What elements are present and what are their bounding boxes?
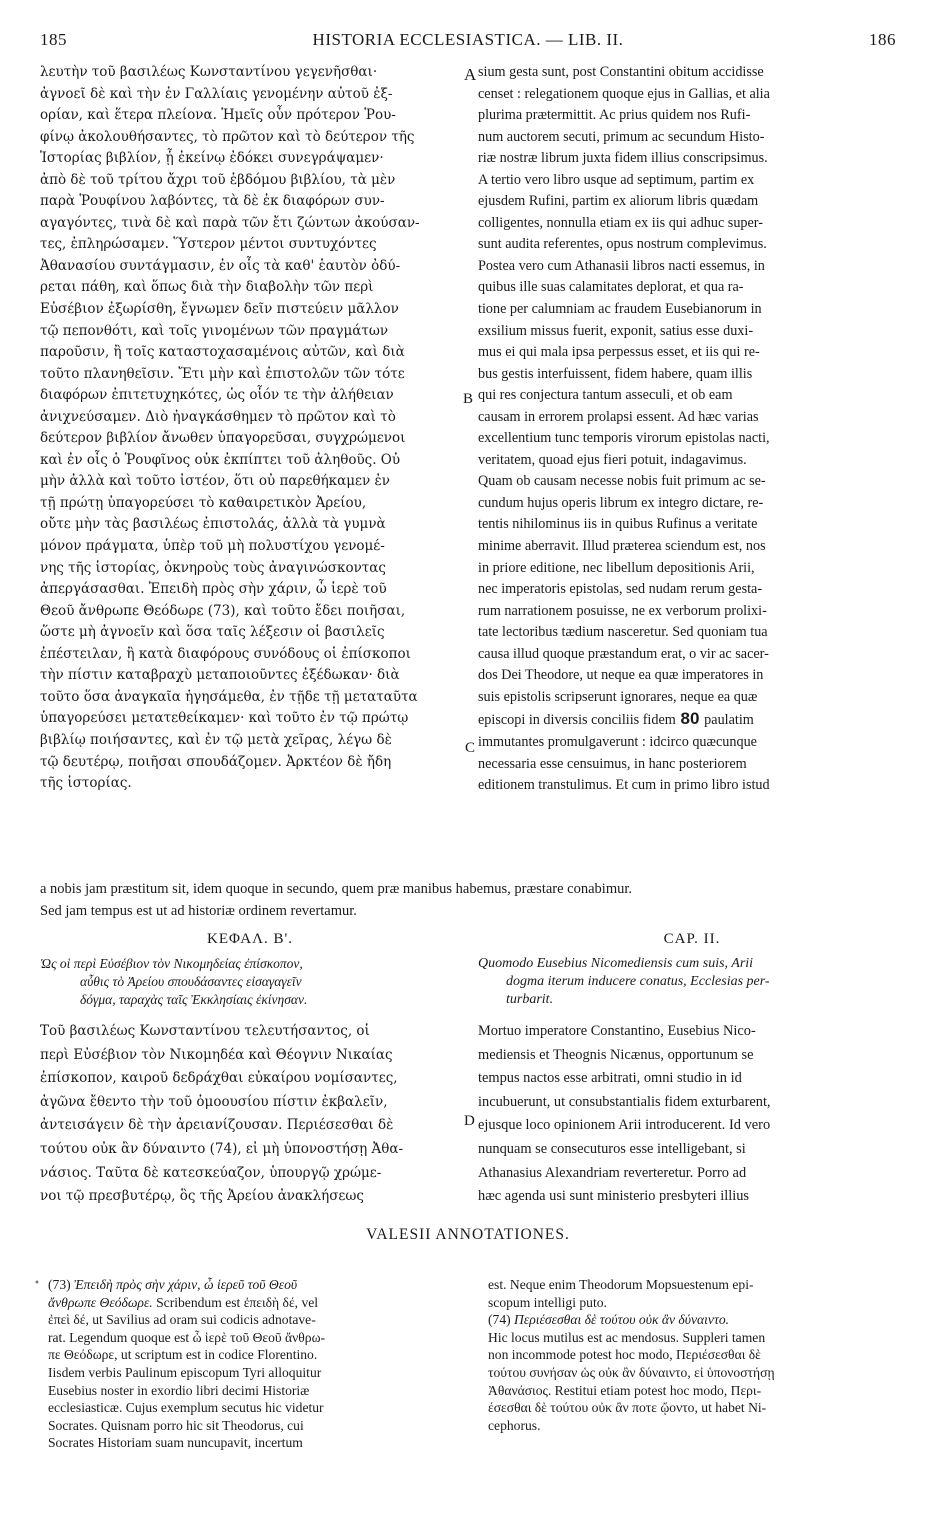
latin-text-line: bus gestis interfuissent, fidem habere, quam illis xyxy=(478,365,753,382)
greek-text-line: οὔτε μὴν τὰς βασιλέως ἐπιστολάς, ἀλλὰ τὰ γυμνὰ xyxy=(40,516,386,533)
annotation-lemma: Ἐπειδὴ πρὸς σὴν χάριν, ὦ ἱερεῦ τοῦ Θεοῦ xyxy=(74,1277,298,1292)
greek-subtitle-line: δόγμα, ταραχὰς ταῖς Ἐκκλησίαις ἐκίνησαν. xyxy=(80,992,308,1007)
greek-text-line: ορίαν, καὶ ἕτερα πλείονα. Ἡμεῖς οὖν πρότερον Ῥου- xyxy=(40,107,396,124)
annotation-text: τούτου συνήσαν ὡς οὐκ ἂν δύναιντο, εἰ ὑπονοστήσῃ xyxy=(488,1364,775,1380)
latin-text-line: plurima prætermittit. Ac prius quidem nos Rufi- xyxy=(478,107,751,124)
annotation-text: Hic locus mutilus est ac mendosus. Suppleri tamen xyxy=(488,1329,766,1345)
greek-text-line: ἀπὸ δὲ τοῦ τρίτου ἄχρι τοῦ ἑβδόμου βιβλίου, τὰ μὲν xyxy=(40,171,396,188)
margin-dot: • xyxy=(34,1278,40,1289)
running-title: HISTORIA ECCLESIASTICA. — LIB. II. xyxy=(312,30,624,49)
annotation-text: est. Neque enim Theodorum Mopsuestenum epi- xyxy=(488,1277,754,1292)
page-number-left: 185 xyxy=(40,30,67,49)
full-width-line: Sed jam tempus est ut ad historiæ ordinem revertamur. xyxy=(40,903,357,919)
latin-text-line: in priore editione, nec libellum depositionis Arii, xyxy=(478,559,755,576)
greek-text-line: φίνῳ ἀκολουθήσαντες, τὸ πρῶτον καὶ τὸ δεύτερον τῆς xyxy=(40,128,415,145)
latin-text-line: episcopi in diversis conciliis fidem 80 paulatim xyxy=(478,709,754,729)
latin-text-line: tentis nihilominus iis in quibus Rufinus a veritate xyxy=(478,516,758,533)
greek-text-line: δεύτερον βιβλίον ἄνωθεν ὑπαγορεῦσαι, συγχρώμενοι xyxy=(40,430,406,447)
greek-column-1 xyxy=(40,62,468,795)
latin-text-line: qui res conjectura tantum asseculi, et ob eam xyxy=(478,387,733,404)
annotation-text: (73) xyxy=(48,1277,75,1292)
greek-text-line: ἀντεισάγειν δὲ τὴν ἀρειανίζουσαν. Περιέσεσθαι δὲ xyxy=(40,1117,394,1134)
latin-text-line: sium gesta sunt, post Constantini obitum accidisse xyxy=(478,64,764,80)
greek-column-2 xyxy=(40,1020,468,1209)
latin-subtitle-line: dogma iterum inducere conatus, Ecclesias per- xyxy=(506,974,770,989)
margin-marker-a: A xyxy=(464,65,477,84)
latin-text-line: Athanasius Alexandriam reverteretur. Porro ad xyxy=(478,1164,747,1181)
greek-text-line: μὴν ἀλλὰ καὶ τοῦτο ἰστέον, ὅτι οὐ παρεθήκαμεν ἐν xyxy=(40,473,390,490)
greek-text-line: ὥστε μὴ ἀγνοεῖν καὶ ὅσα ταῖς λέξεσιν οἱ βασιλεῖς xyxy=(40,624,385,641)
greek-text-line: νοι τῷ πρεσβυτέρῳ, ὃς τῆς Ἀρείου ἀνακλήσεως xyxy=(40,1188,364,1205)
latin-text-line: Postea vero cum Athanasii libros nacti essemus, in xyxy=(478,257,765,274)
latin-text-line: sunt audita referentes, opus nostrum complevimus. xyxy=(478,236,767,253)
greek-text-line: ἐπίσκοπον, καιροῦ δεδράχθαι εὐκαίρου νομίσαντες, xyxy=(40,1070,398,1087)
greek-text-line: Ἀθανασίου συντάγμασιν, ἐν οἷς τὰ καθ' ἑαυτὸν ὀδύ- xyxy=(40,257,401,274)
greek-text-line: νάσιος. Ταῦτα δὲ κατεσκεύαζον, ὑπουργῷ χρώμε- xyxy=(40,1164,382,1181)
annotation-line xyxy=(48,1399,468,1417)
latin-text-line: Quam ob causam necesse nobis fuit primum ac se- xyxy=(478,473,766,490)
greek-text-line: ρεται πάθη, καὶ ὅπως διὰ τὴν διαβολὴν τῶν περὶ xyxy=(40,279,374,296)
annotation-text: Eusebius noster in exordio libri decimi Historiæ xyxy=(48,1382,310,1398)
annotation-text: έσεσθαι δὲ τούτου οὐκ ἂν ποτε ᾤοντο, ut habet Ni- xyxy=(488,1400,767,1416)
latin-text-line: tempus nactos esse arbitrati, omni studio in id xyxy=(478,1070,742,1087)
column-number: 80 xyxy=(675,709,705,729)
annotation-line xyxy=(488,1417,908,1435)
full-width-line: a nobis jam præstitum sit, idem quoque in secundo, quem præ manibus habemus, præstare conabimur. xyxy=(40,881,633,897)
latin-text-line: nec imperatoris epistolas, sed nudam rerum gesta- xyxy=(478,581,763,598)
greek-subtitle-line: αὖθις τὸ Ἀρείου σπουδάσαντες εἰσαγαγεῖν xyxy=(80,974,302,989)
greek-text-line: ἀγῶνα ἔθεντο τὴν τοῦ ὁμοουσίου πίστιν ἐκβαλεῖν, xyxy=(40,1093,388,1110)
latin-text-line: mediensis et Theognis Nicænus, opportunum se xyxy=(478,1046,754,1063)
annotation-text: scopum intelligi puto. xyxy=(488,1294,607,1310)
greek-text-line: τοῦτο πλανηθεῖσιν. Ἔτι μὴν καὶ ἐπιστολῶν τῶν τότε xyxy=(40,365,405,382)
greek-text-line: ἐπέστειλαν, ἢ κατὰ διαφόρους συνόδους οἱ ἐπίσκοποι xyxy=(40,645,411,662)
greek-text-line: παροῦσιν, ἢ τοῖς καταστοχασαμένοις αὐτῶν, καὶ διὰ xyxy=(40,344,405,361)
annotation-line xyxy=(488,1346,908,1364)
latin-chapter-subtitle xyxy=(478,955,906,1009)
latin-text-line: minime aberravit. Illud præterea sciendum est, nos xyxy=(478,538,766,555)
annotation-text: ecclesiasticæ. Cujus exemplum secutus hic videtur xyxy=(48,1400,324,1416)
annotations-right xyxy=(488,1276,908,1434)
latin-text-line: nunquam se consecuturos esse intelligebant, si xyxy=(478,1140,746,1157)
latin-text-line: num auctorem secuti, primum ac secundum Histo- xyxy=(478,128,765,145)
latin-text-line-tail: paulatim xyxy=(704,712,754,729)
annotation-text: (74) xyxy=(488,1312,515,1328)
margin-marker-b: B xyxy=(463,391,474,407)
annotation-text: Socrates Historiam suam nuncupavit, incertum xyxy=(48,1435,303,1451)
greek-text-line: τες, ἐπληρώσαμεν. Ὕστερον μέντοι συντυχόντες xyxy=(40,236,377,253)
latin-subtitle-line: turbarit. xyxy=(506,992,554,1007)
annotations-left xyxy=(48,1276,468,1452)
latin-text-line: exsilium missus fuerit, exponit, satius esse duxi- xyxy=(478,322,754,339)
annotation-line xyxy=(48,1382,468,1400)
annotation-line xyxy=(488,1294,908,1312)
latin-text-line: tate lectoribus tædium nasceretur. Sed quoniam tua xyxy=(478,624,768,641)
greek-text-line: τῆς ἱστορίας. xyxy=(40,775,132,792)
latin-text-line: excellentium tunc temporis virorum epistolas nacti, xyxy=(478,430,770,447)
latin-text-line: colligentes, nonnulla etiam ex iis qui adhuc super- xyxy=(478,214,763,231)
greek-text-line: Θεοῦ ἄνθρωπε Θεόδωρε (73), καὶ τοῦτο ἔδει ποιῆσαι, xyxy=(40,602,406,619)
greek-text-line: νης τῆς ἱστορίας, ὀκνηροὺς τοὺς ἀναγινώσκοντας xyxy=(40,559,386,576)
annotation-text: cephorus. xyxy=(488,1417,541,1433)
greek-text-line: ἀγνοεῖ δὲ καὶ τὴν ἐν Γαλλίαις γενομένην αὐτοῦ ἐξ- xyxy=(40,85,393,102)
greek-chapter-subtitle xyxy=(40,955,470,1009)
annotations-heading: VALESII ANNOTATIONES. xyxy=(366,1226,570,1243)
annotation-text: rat. Legendum quoque est ὦ ἱερὲ τοῦ Θεοῦ ἄνθρω- xyxy=(48,1329,326,1345)
annotation-line xyxy=(48,1364,468,1382)
latin-text-line: rum narrationem posuisse, ne ex verborum prolixi- xyxy=(478,602,767,619)
greek-subtitle-line: Ὡς οἱ περὶ Εὐσέβιον τὸν Νικομηδείας ἐπίσκοπον, xyxy=(40,956,303,971)
margin-marker-c: C xyxy=(465,740,476,756)
greek-text-line: παρὰ Ῥουφίνου λαβόντες, τὰ δὲ ἐκ διαφόρων συν- xyxy=(40,193,385,210)
annotation-text: Socrates. Quisnam porro hic sit Theodorus, cui xyxy=(48,1417,304,1433)
greek-text-line: τῷ πεπονθότι, καὶ τοῖς γινομένων τῶν πραγμάτων xyxy=(40,322,389,339)
annotation-text: πε Θεόδωρε, ut scriptum est in codice Florentino. xyxy=(48,1347,318,1363)
greek-text-line: λευτὴν τοῦ βασιλέως Κωνσταντίνου γεγενῆσθαι· xyxy=(40,64,378,80)
greek-text-line: Ἱστορίας βιβλίον, ᾗ ἐκείνῳ ἐδόκει συνεγράψαμεν· xyxy=(40,150,384,167)
greek-text-line: ὑπαγορεύσει μετατεθείκαμεν· καὶ τοῦτο ἐν τῷ πρώτῳ xyxy=(40,710,409,727)
annotation-line xyxy=(488,1364,908,1382)
latin-text-line: editionem transtulimus. Et cum in primo libro istud xyxy=(478,777,770,794)
latin-text-line: Mortuo imperatore Constantino, Eusebius Nico- xyxy=(478,1023,756,1039)
annotation-line xyxy=(48,1294,468,1312)
latin-text-line: immutantes promulgaverunt : idcirco quæcunque xyxy=(478,733,757,750)
latin-text-line: suis epistolis scripserunt ignorares, neque ea quæ xyxy=(478,688,758,705)
latin-column-1 xyxy=(478,62,906,797)
annotation-line xyxy=(488,1382,908,1400)
latin-chapter-heading: CAP. II. xyxy=(663,931,721,947)
annotation-lemma: Περιέσεσθαι δὲ τούτου οὐκ ἂν δύναιντο. xyxy=(514,1312,730,1328)
margin-marker-d: D xyxy=(464,1113,475,1129)
page-number-right: 186 xyxy=(869,30,896,49)
latin-subtitle-line: Quomodo Eusebius Nicomediensis cum suis, Arii xyxy=(478,956,754,971)
greek-text-line: βιβλίῳ ποιήσαντες, καὶ ἐν τῷ μετὰ χεῖρας, λέγω δὲ xyxy=(40,731,392,748)
running-header xyxy=(40,30,896,52)
greek-text-line: τῷ δευτέρῳ, ποιῆσαι σπουδάζομεν. Ἀρκτέον δὲ ἤδη xyxy=(40,753,392,770)
latin-text-line: quibus ille suas calamitates deplorat, et qua ra- xyxy=(478,279,744,296)
latin-text-line: censet : relegationem quoque ejus in Gallias, et alia xyxy=(478,85,770,102)
latin-text-line: ejusdem Rufini, partim ex aliorum libris quædam xyxy=(478,193,759,210)
annotation-line xyxy=(488,1329,908,1347)
annotation-line xyxy=(48,1311,468,1329)
latin-text-line: hæc agenda usi sunt ministerio presbyteri illius xyxy=(478,1188,749,1205)
latin-column-2 xyxy=(478,1020,906,1209)
latin-text-line: dos Dei Theodore, ut neque ea quæ imperatores in xyxy=(478,667,764,684)
greek-text-line: Τοῦ βασιλέως Κωνσταντίνου τελευτήσαντος, οἱ xyxy=(40,1023,370,1039)
annotation-text: Scribendum est ἐπειδὴ δέ, vel xyxy=(152,1294,319,1310)
annotation-line xyxy=(48,1434,468,1452)
latin-text-line: cundum hujus operis librum ex integro dictare, re- xyxy=(478,494,764,511)
latin-text-line: mus ei qui mala ipsa perpessus esset, et iis qui re- xyxy=(478,344,760,361)
annotation-text: non incommode potest hoc modo, Περιέσεσθαι δὲ xyxy=(488,1347,761,1363)
greek-text-line: μόνον πράγματα, ὑπὲρ τοῦ μὴ πολυστίχου γενομέ- xyxy=(40,538,385,555)
annotation-lemma: ἄνθρωπε Θεόδωρε. xyxy=(48,1294,153,1310)
greek-text-line: Εὐσέβιον ἐξωρίσθη, ἔγνωμεν δεῖν πιστεύειν μᾶλλον xyxy=(40,301,399,318)
annotation-text: ἐπεὶ δέ, ut Savilius ad oram sui codicis adnotave- xyxy=(48,1312,316,1328)
annotation-text: Iisdem verbis Paulinum episcopum Tyri alloquitur xyxy=(48,1364,322,1380)
annotation-line xyxy=(48,1346,468,1364)
annotation-line xyxy=(488,1311,908,1329)
annotation-line xyxy=(48,1417,468,1435)
greek-text-line: τοῦτο ὅσα ἀναγκαῖα ἡγησάμεθα, ἐν τῇδε τῇ μεταταῦτα xyxy=(40,688,418,705)
latin-text-line: necessaria esse censuimus, in hanc posteriorem xyxy=(478,755,747,772)
greek-text-line: περὶ Εὐσέβιον τὸν Νικομηδέα καὶ Θέογνιν Νικαίας xyxy=(40,1046,393,1063)
latin-text-line: A tertio vero libro usque ad septimum, partim ex xyxy=(478,171,755,188)
latin-text-line: incubuerunt, ut consubstantialis fidem exturbarent, xyxy=(478,1093,771,1110)
latin-text-line: riæ nostræ librum juxta fidem illius conscripsimus. xyxy=(478,150,768,167)
greek-text-line: αγαγόντες, τινὰ δὲ καὶ παρὰ τῶν ἔτι ζώντων ἀκούσαν- xyxy=(40,214,420,231)
greek-text-line: ἀνιχνεύσαμεν. Διὸ ἠναγκάσθημεν τὸ πρῶτον καὶ τὸ xyxy=(40,408,396,425)
latin-text-line: tione per calumniam ac fraudem Eusebianorum in xyxy=(478,301,762,318)
full-width-text xyxy=(40,878,900,922)
latin-text-line: causam in errorem prolapsi essent. Ad hæc varias xyxy=(478,408,759,425)
annotation-text: Ἀθανάσιος. Restitui etiam potest hoc modo, Περι- xyxy=(488,1382,762,1398)
annotation-line xyxy=(488,1276,908,1294)
latin-text-line: causa illud quoque præstandum erat, o vir ac sacer- xyxy=(478,645,769,662)
greek-text-line: διαφόρων ἐπιτετυχηκότες, ὡς οἷόν τε τὴν ἀλήθειαν xyxy=(40,387,394,404)
greek-text-line: ἀπεργάσασθαι. Ἐπειδὴ πρὸς σὴν χάριν, ὦ ἱερὲ τοῦ xyxy=(40,581,387,598)
greek-text-line: καὶ ἐν οἷς ὁ Ῥουφῖνος οὐκ ἐκπίπτει τοῦ ἀληθοῦς. Οὐ xyxy=(40,451,401,468)
annotation-line xyxy=(488,1399,908,1417)
latin-text-line: ejusque loco opinionem Arii introducerent. Id vero xyxy=(478,1117,771,1134)
annotation-line xyxy=(48,1276,468,1294)
greek-text-line: τὴν πίστιν καταβραχὺ μεταποιοῦντες ἐξέδωκαν· διὰ xyxy=(40,667,400,684)
annotation-line xyxy=(48,1329,468,1347)
greek-chapter-heading: ΚΕΦΑΛ. Β'. xyxy=(207,931,293,947)
latin-text-line: veritatem, quoad ejus fieri potuit, indagavimus. xyxy=(478,451,747,468)
greek-text-line: τούτου οὐκ ἂν δύναιντο (74), εἰ μὴ ὑπονοστήσῃ Ἀθα- xyxy=(40,1140,404,1157)
greek-text-line: τῇ πρώτῃ ὑπαγορεύσει τὸ καθαιρετικὸν Ἀρείου, xyxy=(40,494,367,511)
